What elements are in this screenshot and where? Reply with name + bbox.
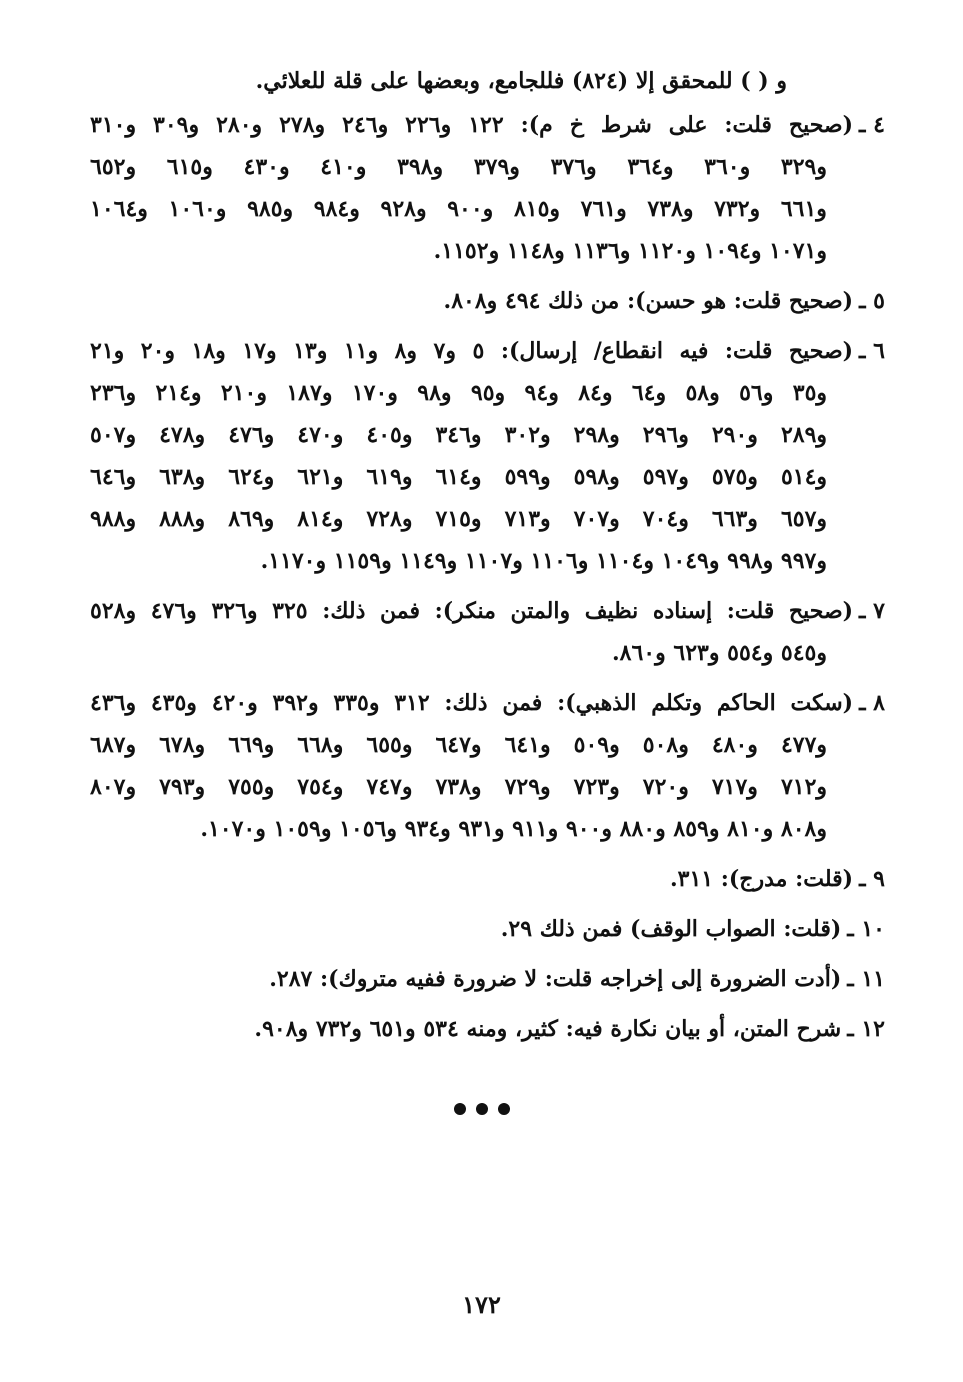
entry-item — [90, 330, 885, 582]
entry-continuation-line: و٥٤٥ و٥٥٤ و٦٢٣ و٨٦٠. — [612, 640, 827, 666]
entry-number: ٧ ـ — [859, 598, 885, 624]
page-number: ١٧٢ — [462, 1290, 501, 1319]
entry-item — [90, 858, 885, 900]
entry-item — [90, 104, 885, 272]
entry-item — [90, 1008, 885, 1050]
entry-continuation-line: و٦٥٧ و٦٦٣ و٧٠٤ و٧٠٧ و٧١٣ و٧١٥ و٧٢٨ و٨١٤ و٨٦٩ و٨٨٨ و٩٨٨ — [90, 506, 828, 532]
entry-number: ٩ ـ — [859, 866, 885, 892]
entry-first-line — [90, 682, 885, 724]
entry-number: ٨ ـ — [859, 690, 885, 716]
entry-text: (قلت: الصواب الوقف) فمن ذلك ٢٩. — [500, 916, 842, 942]
entry-first-line — [90, 330, 885, 372]
dot-icon — [454, 1103, 466, 1115]
entry-first-line — [90, 590, 885, 632]
dot-icon — [498, 1103, 510, 1115]
entry-item — [90, 958, 885, 1000]
intro-line: و ( ) للمحقق إلا (٨٢٤) فللجامع، وبعضها على قلة للعلائي. — [255, 68, 787, 94]
entry-item — [90, 280, 885, 322]
entry-first-line — [90, 280, 885, 322]
section-separator-dots — [0, 1096, 963, 1121]
entry-text: (أدت الضرورة إلى إخراجه قلت: لا ضرورة ففيه متروك): ٢٨٧. — [269, 966, 842, 992]
entry-text: (صحيح قلت: فيه انقطاع/ إرسال): ٥ و٧ و٨ و١١ و١٣ و١٧ و١٨ و٢٠ و٢١ — [90, 338, 854, 364]
entry-item — [90, 682, 885, 850]
entry-continuation-line: و٦٦١ و٧٣٢ و٧٣٨ و٧٦١ و٨١٥ و٩٠٠ و٩٢٨ و٩٨٤ و٩٨٥ و١٠٦٠ و١٠٦٤ — [90, 196, 827, 222]
entries-list — [90, 104, 885, 1050]
entry-text: (صحيح قلت: على شرط خ م): ١٢٢ و٢٢٦ و٢٤٦ و٢٧٨ و٢٨٠ و٣٠٩ و٣١٠ — [90, 112, 854, 138]
entry-text: (صحيح قلت: هو حسن): من ذلك ٤٩٤ و٨٠٨. — [443, 288, 854, 314]
entry-continuation-line: و١٠٧١ و١٠٩٤ و١١٢٠ و١١٣٦ و١١٤٨ و١١٥٢. — [433, 238, 827, 264]
entry-first-line — [90, 104, 885, 146]
entry-number: ١٠ ـ — [847, 916, 885, 942]
entry-text: (قلت: مدرج): ٣١١. — [669, 866, 854, 892]
entry-continuation-line: و٨٠٨ و٨١٠ و٨٥٩ و٨٨٠ و٩٠٠ و٩١١ و٩٣١ و٩٣٤ و١٠٥٦ و١٠٥٩ و١٠٧٠. — [200, 816, 827, 842]
entry-continuation-line: و٤٧٧ و٤٨٠ و٥٠٨ و٥٠٩ و٦٤١ و٦٤٧ و٦٥٥ و٦٦٨ و٦٦٩ و٦٧٨ و٦٨٧ — [90, 732, 828, 758]
entry-number: ١١ ـ — [847, 966, 885, 992]
entry-continuation-line: و٧١٢ و٧١٧ و٧٢٠ و٧٢٣ و٧٢٩ و٧٣٨ و٧٤٧ و٧٥٤ و٧٥٥ و٧٩٣ و٨٠٧ — [90, 774, 828, 800]
dot-icon — [476, 1103, 488, 1115]
entry-text: (صحيح قلت: إسناده نظيف والمتن منكر): فمن ذلك: ٣٢٥ و٣٢٦ و٤٧٦ و٥٢٨ — [90, 598, 854, 624]
entry-text: شرح المتن، أو بيان نكارة فيه: كثير، ومنه ٥٣٤ و٦٥١ و٧٣٢ و٩٠٨. — [254, 1016, 842, 1042]
entry-continuation-line: و٥١٤ و٥٧٥ و٥٩٧ و٥٩٨ و٥٩٩ و٦١٤ و٦١٩ و٦٢١ و٦٢٤ و٦٣٨ و٦٤٦ — [90, 464, 828, 490]
entry-number: ٥ ـ — [859, 288, 885, 314]
entry-continuation-line: و٣٢٩ و٣٦٠ و٣٦٤ و٣٧٦ و٣٧٩ و٣٩٨ و٤١٠ و٤٣٠ و٦١٥ و٦٥٢ — [90, 154, 827, 180]
entry-number: ١٢ ـ — [847, 1016, 885, 1042]
entry-item — [90, 590, 885, 674]
entry-first-line — [90, 858, 885, 900]
entry-text: (سكت الحاكم وتكلم الذهبي): فمن ذلك: ٣١٢ و٣٣٥ و٣٩٢ و٤٢٠ و٤٣٥ و٤٣٦ — [90, 690, 854, 716]
entry-number: ٤ ـ — [859, 112, 885, 138]
entry-first-line — [90, 958, 885, 1000]
page-body — [90, 60, 885, 1050]
entry-number: ٦ ـ — [859, 338, 885, 364]
entry-first-line — [90, 908, 885, 950]
entry-item — [90, 908, 885, 950]
entry-continuation-line: و٣٥ و٥٦ و٥٨ و٦٤ و٨٤ و٩٤ و٩٥ و٩٨ و١٧٠ و١٨٧ و٢١٠ و٢١٤ و٢٣٦ — [90, 380, 828, 406]
entry-first-line — [90, 1008, 885, 1050]
entry-continuation-line: و٩٩٧ و٩٩٨ و١٠٤٩ و١١٠٤ و١١٠٦ و١١٠٧ و١١٤٩ و١١٥٩ و١١٧٠. — [260, 548, 827, 574]
entry-continuation-line: و٢٨٩ و٢٩٠ و٢٩٦ و٢٩٨ و٣٠٢ و٣٤٦ و٤٠٥ و٤٧٠ و٤٧٦ و٤٧٨ و٥٠٧ — [90, 422, 828, 448]
